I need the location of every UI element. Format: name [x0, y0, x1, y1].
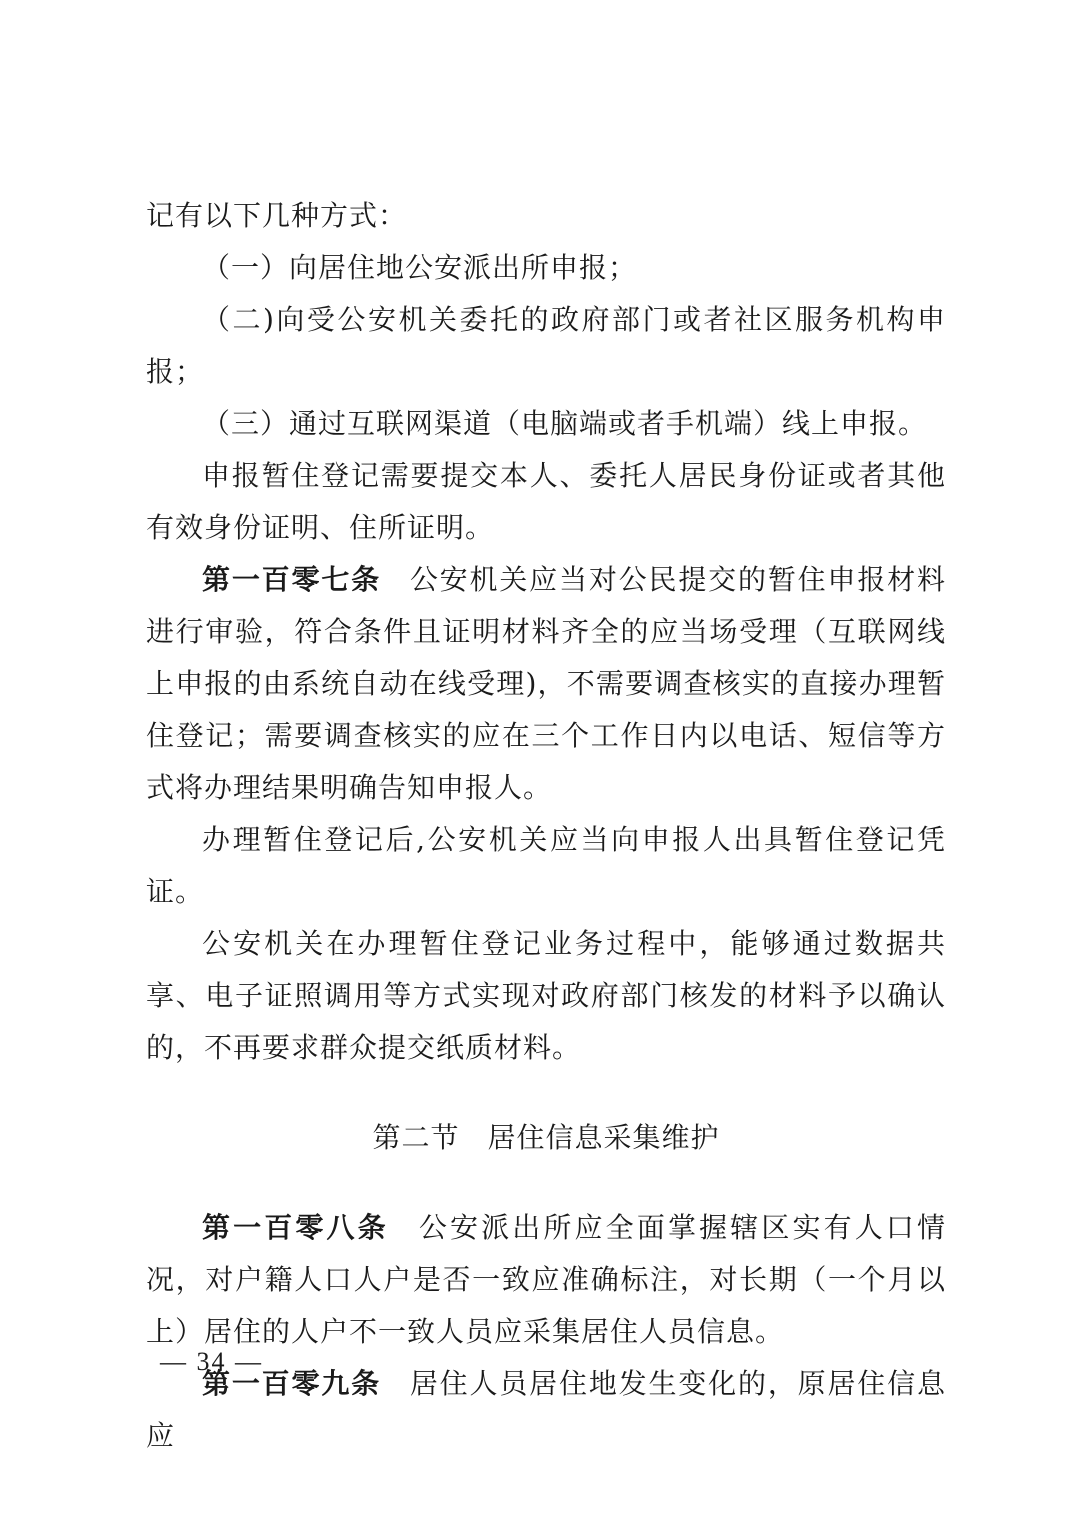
article-107 — [146, 554, 946, 814]
article-109-body: 居住人员居住地发生变化的，原居住信息应 — [146, 1367, 946, 1452]
article-107-body: 公安机关应当对公民提交的暂住申报材料进行审验，符合条件且证明材料齐全的应当场受理（互联网线上申报的由系统自动在线受理)，不需要调查核实的直接办理暂住登记；需要调查核实的应在三个工作日内以电话、短信等方式将办理结果明确告知申报人。 — [146, 563, 946, 804]
list-item-1: （一）向居住地公安派出所申报； — [202, 251, 638, 284]
page-number: — 34 — — [160, 1347, 263, 1376]
section-title: 居住信息采集维护 — [487, 1121, 720, 1154]
document-body — [146, 190, 946, 1462]
article-109 — [146, 1358, 946, 1462]
article-108-body: 公安派出所应全面掌握辖区实有人口情况，对户籍人口人户是否一致应准确标注，对长期（一个月以上）居住的人户不一致人员应采集居住人员信息。 — [146, 1211, 946, 1348]
article-109-title: 第一百零九条 — [202, 1367, 381, 1400]
paragraph-data-sharing: 公安机关在办理暂住登记业务过程中，能够通过数据共享、电子证照调用等方式实现对政府部门核发的材料予以确认的，不再要求群众提交纸质材料。 — [146, 927, 946, 1064]
list-item-3: （三）通过互联网渠道（电脑端或者手机端）线上申报。 — [202, 407, 928, 440]
article-108 — [146, 1202, 946, 1358]
article-107-title: 第一百零七条 — [202, 563, 381, 596]
list-item-2: （二)向受公安机关委托的政府部门或者社区服务机构申报； — [146, 303, 946, 388]
section-number: 第二节 — [372, 1121, 460, 1154]
paragraph-certificate: 办理暂住登记后,公安机关应当向申报人出具暂住登记凭证。 — [146, 823, 946, 908]
article-108-title: 第一百零八条 — [202, 1211, 389, 1244]
paragraph-continuation: 记有以下几种方式： — [146, 199, 408, 232]
section-heading — [146, 1112, 946, 1164]
paragraph-requirements: 申报暂住登记需要提交本人、委托人居民身份证或者其他有效身份证明、住所证明。 — [146, 459, 946, 544]
